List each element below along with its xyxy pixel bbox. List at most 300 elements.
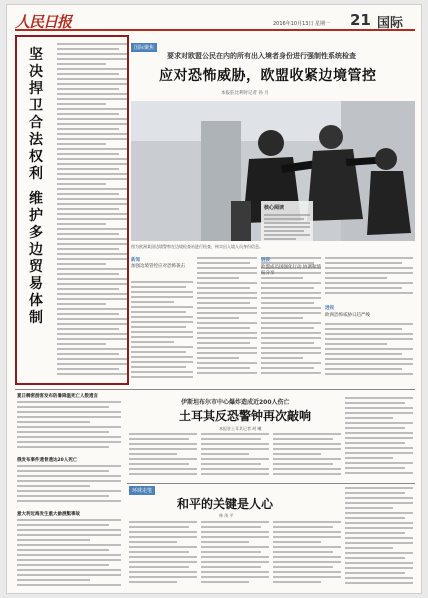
text-line [17,480,121,482]
text-line [129,473,197,475]
text-line [129,531,197,533]
text-line [345,507,393,509]
text-line [345,527,413,529]
text-line [131,306,193,308]
text-line [273,546,341,548]
text-line [325,257,413,259]
text-line [201,473,269,475]
text-line [345,407,413,409]
text-line [345,442,405,444]
peace-column [345,487,413,589]
commentary-box [15,35,129,385]
text-line [57,258,127,260]
text-line [261,307,321,309]
text-line [201,458,269,460]
text-line [17,584,121,586]
text-line [57,218,127,220]
text-line [197,337,257,339]
text-line [261,277,303,279]
text-line [345,447,413,449]
text-line [129,443,197,445]
text-line [345,497,413,499]
peace-author: 林 茂 平 [219,513,234,518]
text-line [57,103,106,105]
text-line [197,342,250,344]
commentary-title-char: 易 [29,276,43,292]
text-line [345,467,405,469]
text-line [57,48,119,50]
text-line [197,352,257,354]
text-line [345,452,413,454]
text-line [17,470,109,472]
text-line [17,465,121,467]
text-line [345,537,413,539]
text-line [17,446,109,448]
text-line [325,287,402,289]
text-line [57,88,119,90]
text-line [57,343,106,345]
text-line [345,572,405,574]
main-story-column [197,257,257,379]
text-line [17,529,121,531]
text-line [57,243,127,245]
text-line [273,576,341,578]
text-line [129,541,177,543]
sidebar-link-title: 欧盟成员国强化行动 协调和情报分享 [261,265,321,276]
text-line [57,58,127,60]
turkey-kicker: 伊斯坦布尔市中心爆炸造成近200人伤亡 [181,399,290,406]
text-line [17,554,121,556]
text-line [57,308,127,310]
sidebar-link-label: 链接 [261,258,270,263]
main-story-column [131,281,193,381]
text-line [57,73,119,75]
text-line [129,536,197,538]
text-line [197,312,257,314]
text-line [57,123,127,125]
text-line [201,551,261,553]
sidebar-column [325,257,413,301]
text-line [201,556,269,558]
text-line [197,362,257,364]
commentary-title-char: 捍 [29,81,43,97]
turkey-column [273,433,341,481]
text-line [273,433,341,435]
commentary-title-char: 护 [29,208,43,224]
text-line [57,333,127,335]
turkey-column [345,397,413,481]
text-line [325,267,413,269]
text-line [201,571,269,573]
text-line [261,357,303,359]
text-line [273,531,341,533]
text-line [129,571,197,573]
text-line [57,238,127,240]
text-line [261,322,321,324]
text-line [57,128,119,130]
text-line [345,517,405,519]
text-line [345,417,393,419]
text-line [273,581,321,583]
text-line [17,524,109,526]
text-line [57,283,127,285]
text-line [201,433,269,435]
text-line [57,93,127,95]
text-line [57,193,119,195]
text-line [197,257,257,259]
text-line [57,178,127,180]
text-line [57,298,127,300]
text-line [17,569,121,571]
section-divider [15,389,415,390]
text-line [131,321,193,323]
text-line [129,526,189,528]
text-line [273,443,341,445]
text-line [325,282,413,284]
text-line [325,338,413,340]
text-line [201,561,269,563]
text-line [57,183,106,185]
text-line [197,317,239,319]
text-line [201,463,261,465]
text-line [201,448,269,450]
text-line [57,363,127,365]
text-line [345,532,405,534]
peace-column [273,521,341,589]
text-line [129,463,189,465]
text-line [201,468,269,470]
text-line [345,567,413,569]
text-line [197,282,257,284]
text-line [201,521,269,523]
text-line [57,78,127,80]
text-line [325,323,413,325]
text-line [197,277,239,279]
text-line [57,143,106,145]
text-line [345,402,405,404]
text-line [57,233,119,235]
text-line [57,83,127,85]
text-line [17,441,121,443]
text-line [345,502,413,504]
text-line [197,332,257,334]
text-line [201,443,269,445]
text-line [57,188,127,190]
text-line [261,312,321,314]
text-line [131,296,193,298]
text-line [129,581,177,583]
peace-headline: 和平的关键是人心 [177,497,274,511]
text-line [273,561,341,563]
text-line [325,262,402,264]
main-subheadline: 要求对欧盟公民在内的所有出入境者身份进行强制性系统检查 [167,52,356,60]
issue-date: 2016年10月13日 星期一 [273,21,331,27]
text-line [325,363,413,365]
commentary-title-char: 边 [29,242,43,258]
text-line [197,297,257,299]
text-line [57,303,106,305]
text-line [57,138,127,140]
brief-title: 夏日稠密游客发布防暑降温死亡人数遗言 [17,394,98,399]
pull-quote-text: 加强边境管控应对恐怖袭击 [131,264,185,269]
text-line [197,292,257,294]
text-line [131,376,193,378]
text-line [17,411,121,413]
text-line [17,544,121,546]
text-line [261,287,314,289]
text-line [129,438,189,440]
text-line [201,453,249,455]
text-line [57,133,127,135]
text-line [17,574,121,576]
text-line [57,198,127,200]
text-line [345,522,413,524]
text-line [129,561,197,563]
text-line [57,43,127,45]
text-line [129,556,197,558]
brief-title: 意大利近海发生重大偷渡艇事故 [17,512,80,517]
text-line [57,353,119,355]
text-line [261,367,314,369]
brief-text [17,401,121,451]
text-line [325,333,413,335]
text-line [17,426,121,428]
text-line [57,208,119,210]
text-line [57,253,127,255]
text-line [57,368,119,370]
text-line [57,273,119,275]
text-line [131,356,193,358]
peace-kicker: 环球走笔 [129,486,155,495]
text-line [273,458,341,460]
commentary-body-text [57,43,127,381]
text-line [261,332,321,334]
text-line [57,63,106,65]
text-line [57,168,119,170]
text-line [17,534,121,536]
text-line [129,521,197,523]
text-line [325,272,413,274]
brief-text [17,465,121,505]
text-line [131,346,193,348]
text-line [17,485,90,487]
news-photo [131,101,415,241]
text-line [201,541,249,543]
sidebar-analysis-label: 透视 [325,306,334,311]
text-line [57,278,127,280]
text-line [129,458,197,460]
text-line [325,358,413,360]
text-line [17,519,121,521]
brief-text [17,519,121,589]
text-line [57,323,127,325]
text-line [57,53,127,55]
text-line [325,373,413,375]
text-line [261,362,321,364]
text-line [197,372,257,374]
turkey-byline: 本报驻土耳其记者 胡 曦 [219,426,262,431]
newspaper-logo: 人民日报 [15,13,72,31]
text-line [345,492,405,494]
text-line [129,566,189,568]
text-line [345,472,413,474]
commentary-title [21,47,51,327]
turkey-column [201,433,269,481]
page-number: 21 [350,11,371,29]
text-line [261,342,314,344]
text-line [57,98,127,100]
text-line [57,108,127,110]
text-line [345,462,413,464]
text-line [201,566,261,568]
newspaper-page [6,4,422,594]
text-line [345,512,413,514]
text-line [197,267,257,269]
text-line [131,361,193,363]
text-line [273,571,341,573]
text-line [197,322,257,324]
text-line [131,336,193,338]
text-line [129,453,177,455]
text-line [273,473,341,475]
text-line [345,582,413,584]
text-line [273,541,321,543]
text-line [17,500,121,502]
commentary-title-gap [21,183,51,191]
text-line [57,148,127,150]
text-line [57,213,127,215]
text-line [273,453,321,455]
text-line [345,427,405,429]
text-line [57,173,127,175]
text-line [345,562,413,564]
text-line [131,326,186,328]
text-line [57,113,119,115]
text-line [57,328,119,330]
text-line [131,291,193,293]
text-line [201,526,261,528]
text-line [201,576,269,578]
text-line [325,328,402,330]
text-line [261,282,321,284]
text-line [57,313,119,315]
text-line [261,347,321,349]
turkey-headline: 土耳其反恐警钟再次敲响 [179,409,312,423]
sidebar-analysis-title: 欧洲恐怖威胁日趋严峻 [325,313,370,318]
text-line [57,68,127,70]
text-line [345,577,413,579]
text-line [17,431,109,433]
text-line [197,307,257,309]
text-line [345,542,413,544]
text-line [57,338,127,340]
text-line [131,311,186,313]
text-line [131,351,186,353]
text-line [273,556,341,558]
text-line [273,521,341,523]
text-line [131,301,174,303]
commentary-title-char: 法 [29,132,43,148]
text-line [17,564,109,566]
pull-quote-label: 新闻 [131,258,140,263]
commentary-title-char: 多 [29,225,43,241]
text-line [129,433,197,435]
text-line [17,559,121,561]
text-line [57,293,127,295]
text-line [325,348,413,350]
text-line [201,546,269,548]
text-line [197,262,250,264]
text-line [17,421,90,423]
text-line [261,257,321,259]
masthead [15,11,415,31]
text-line [261,297,321,299]
text-line [17,406,109,408]
text-line [345,437,413,439]
text-line [131,281,193,283]
text-line [197,302,250,304]
text-line [57,318,127,320]
text-line [261,372,321,374]
text-line [129,468,197,470]
text-line [17,416,121,418]
commentary-title-char: 合 [29,115,43,131]
commentary-title-char: 坚 [29,47,43,63]
section-name: 国际 [377,16,404,31]
text-line [17,495,109,497]
text-line [325,368,402,370]
text-line [129,448,197,450]
text-line [325,343,387,345]
text-line [273,526,333,528]
text-line [131,316,193,318]
text-line [197,272,257,274]
section-divider [127,483,415,484]
main-byline: 本报驻比利时记者 孙 月 [221,91,269,96]
text-line [131,286,186,288]
text-line [273,463,333,465]
text-line [261,337,321,339]
text-line [131,366,186,368]
text-line [345,487,413,489]
text-line [273,438,333,440]
text-line [273,448,341,450]
text-line [273,566,333,568]
text-line [17,539,90,541]
photo-caption: 图为欧洲某国边境警察在边境检查站进行检查，核实出入境人员身份信息。 [131,244,263,249]
text-line [129,551,189,553]
text-line [57,153,119,155]
text-line [201,531,269,533]
commentary-title-char: 利 [29,166,43,182]
text-line [273,468,341,470]
turkey-column [129,433,197,481]
text-line [17,549,109,551]
text-line [17,475,121,477]
text-line [345,457,393,459]
text-line [325,277,387,279]
text-line [57,358,127,360]
text-line [201,581,249,583]
text-line [261,302,314,304]
text-line [345,432,413,434]
core-reading-title: 核心阅读 [264,205,285,211]
text-line [57,163,127,165]
text-line [131,371,193,373]
commentary-title-char: 贸 [29,259,43,275]
text-line [57,203,127,205]
text-line [57,228,127,230]
